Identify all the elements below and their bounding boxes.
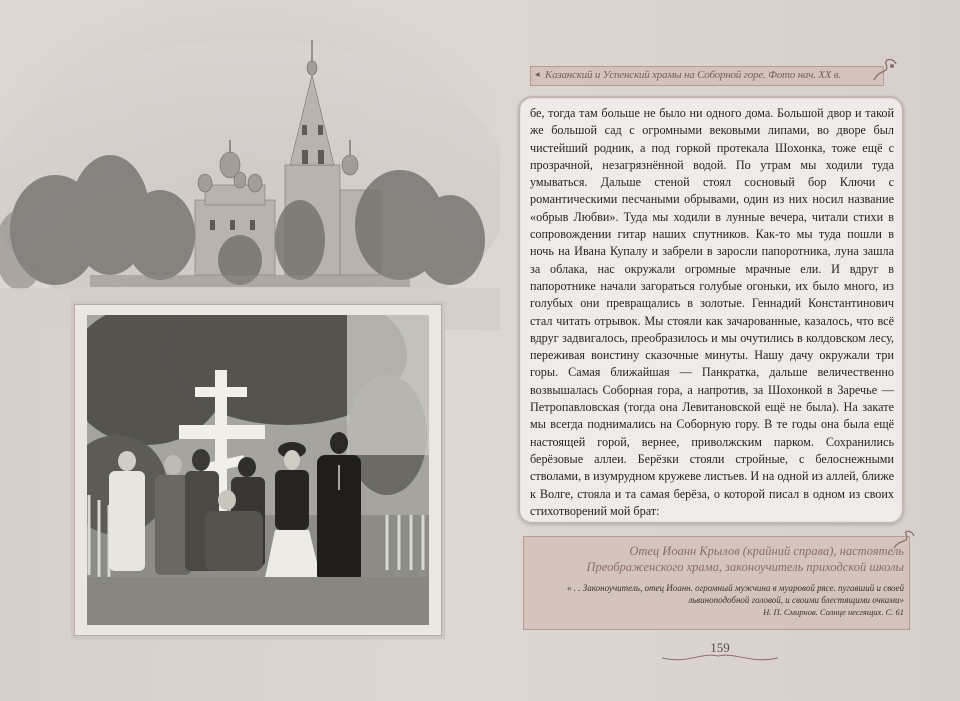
main-text-box — [518, 96, 904, 524]
portrait-photo-frame — [74, 304, 442, 636]
page-number: 159 — [710, 640, 730, 655]
church-photo — [0, 0, 500, 330]
photo-caption-bar — [530, 66, 884, 86]
caption-arrow-icon: ◂ — [535, 69, 540, 79]
group-portrait-photo — [87, 315, 429, 625]
quote-box — [523, 536, 910, 630]
main-text: бе, тогда там больше не было ни одного дома. Большой двор и такой же большой сад с огромными вековыми липами, во дворе был чистейший родник, а под горкой протекала Шохонка, тоже ещё с прозрачной, незагрязнённой водой. По утрам мы ходили туда умываться. Дальше стеной стоял сосновый бор Ключи с романтическими песчаными обрывами, один из них носил название «обрыв Любви». Туда мы ходили в лунные вечера, читали стихи в сопровождении гитар наших спутников. Как-то мы туда пошли в ночь на Ивана Купалу и забрели в заросли папоротника, луна зашла за облака, нас окружали огромные мрачные ели. И вдруг в папоротнике начали загораться голубые огоньки, их было много, из голубых они превращались в золотые. Геннадий Константинович стал читать отрывок. Мы стояли как зачарованные, казалось, что всё вдруг задвигалось, преобразилось и мы очутились в колдовском лесу, переживая воистину сказочные минуты. Нашу дачу окружали три горы. Самая ближайшая — Панкратка, дальше величественно возвышалась Соборная гора, а напротив, за Шохонкой в Заречье — Петропавловская (тогда она Левитановской ещё не была). На закате мы всегда поднимались на Соборную гору. В те годы она была ещё настоящей горой, вернее, приволжским парком. Сохранились берёзовые аллеи. Берёзки стояли стройные, с белоснежными стволами, в изумрудном кружеве листьев. И на одной из аллей, ближе к Волге, стояла и та самая берёза, о которой писал в одном из своих стихотворений мой брат: — [530, 106, 894, 518]
quote-heading: Отец Иоанн Крылов (крайний справа), настоятель Преображенского храма, законоучитель приходской школы — [586, 544, 904, 574]
quote-text: « . . Законоучитель, отец Иоанн. огромный мужчина в муаровой рясе. пугавший и своей львиноподобной головой, и своими блестящими очками» — [567, 583, 904, 605]
quote-source: Н. П. Смирнов. Солнце несгящих. С. 61 — [763, 607, 904, 617]
flourish-ornament-icon — [870, 54, 900, 84]
photo-caption-text: Казанский и Успенский храмы на Соборной горе. Фото нач. XX в. — [545, 69, 841, 81]
quote-flourish-icon — [892, 528, 916, 552]
